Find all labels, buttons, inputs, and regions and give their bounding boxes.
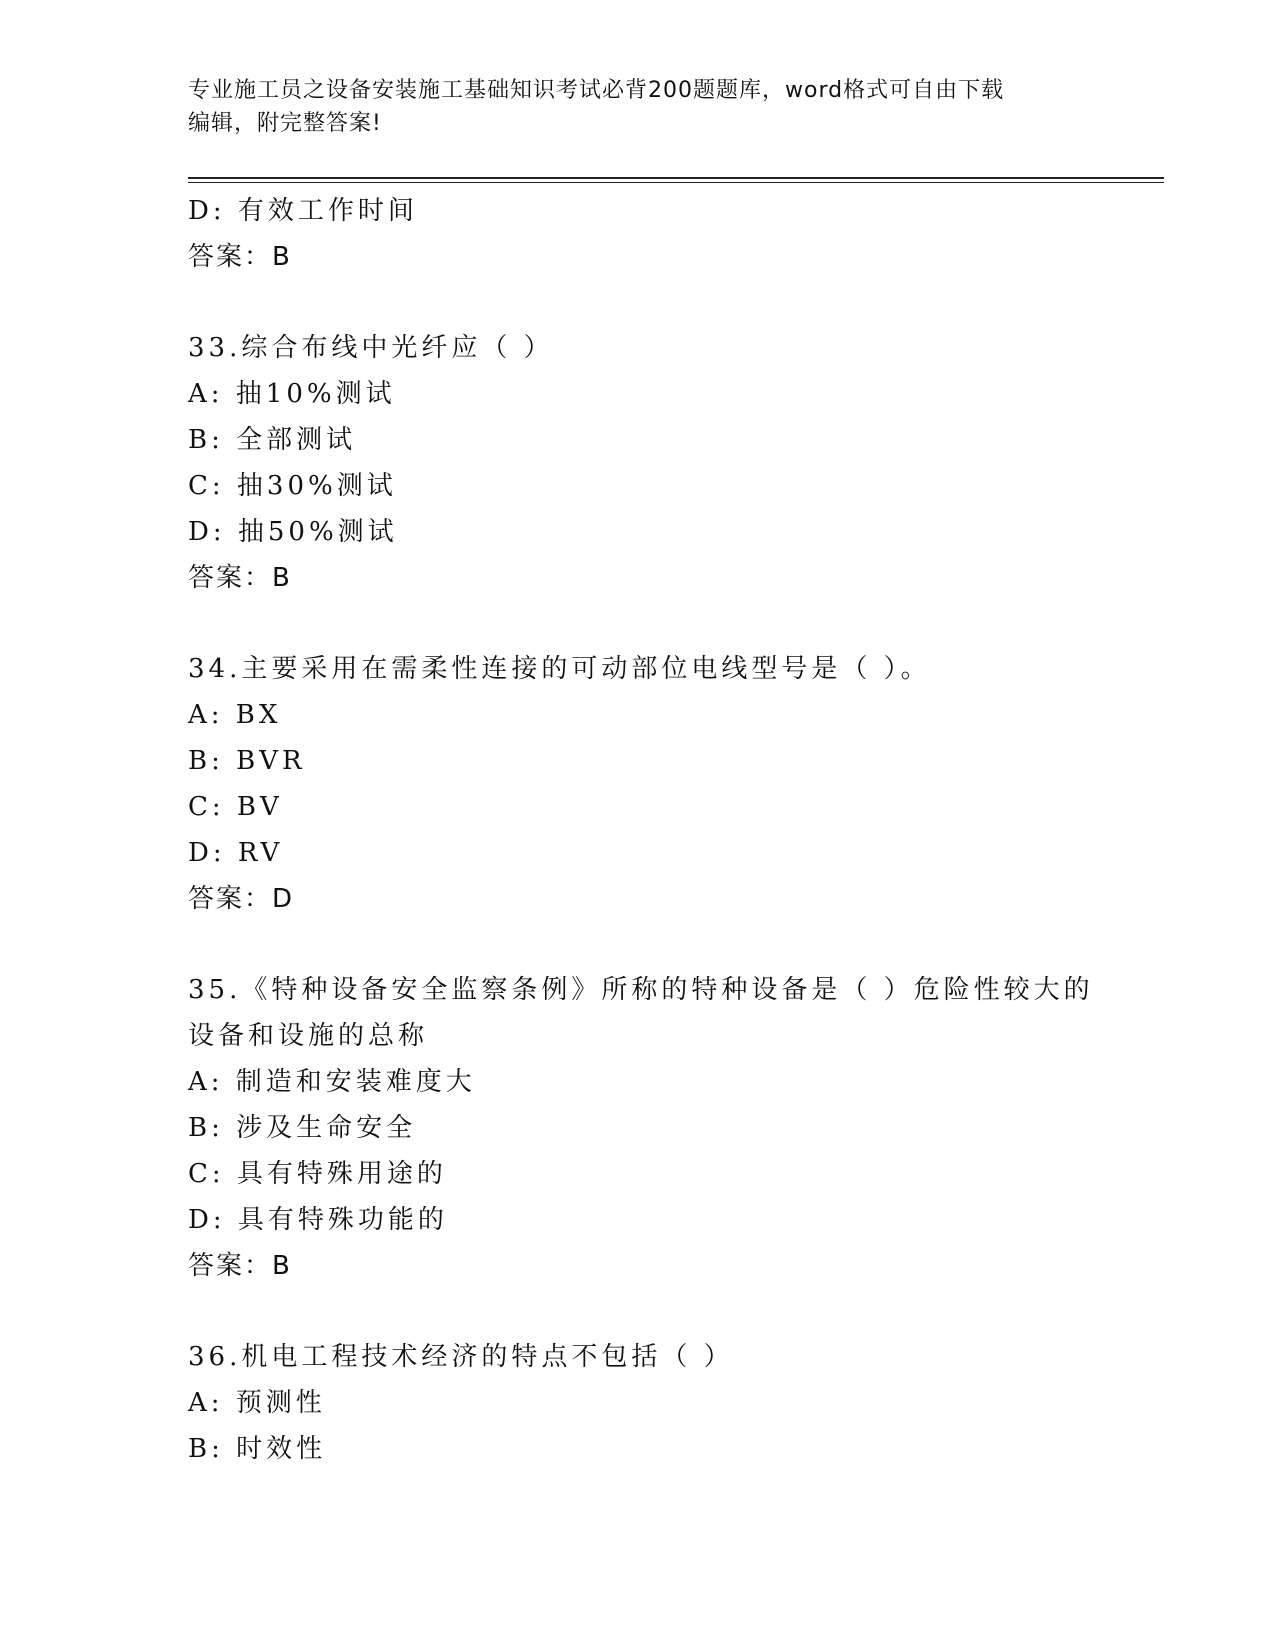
option-b: B: 全部测试 <box>188 425 357 455</box>
answer-line: 答案：B <box>188 242 292 272</box>
option-d: D: RV <box>188 838 284 868</box>
option-c: C: 具有特殊用途的 <box>188 1159 447 1189</box>
question-block-34 <box>188 646 1088 922</box>
option-b: B: BVR <box>188 746 306 776</box>
question-block-partial <box>188 188 1088 280</box>
header-divider-thick <box>188 177 1164 179</box>
answer-line: 答案：D <box>188 884 295 914</box>
answer-line: 答案：B <box>188 1251 292 1281</box>
question-stem: 36.机电工程技术经济的特点不包括（ ） <box>188 1342 734 1372</box>
option-d: D: 有效工作时间 <box>188 196 418 226</box>
question-block-35 <box>188 967 1094 1289</box>
question-stem: 34.主要采用在需柔性连接的可动部位电线型号是（ ）。 <box>188 654 931 684</box>
option-d: D: 具有特殊功能的 <box>188 1205 448 1235</box>
option-b: B: 时效性 <box>188 1434 327 1464</box>
option-a: A: 制造和安装难度大 <box>188 1067 476 1097</box>
question-stem-line-1: 35.《特种设备安全监察条例》所称的特种设备是（ ）危险性较大的 <box>188 975 1094 1005</box>
question-block-33 <box>188 325 1088 601</box>
header-title-line-2: 编辑，附完整答案! <box>188 111 382 136</box>
question-stem-line-2: 设备和设施的总称 <box>188 1021 429 1051</box>
question-block-36 <box>188 1334 1088 1472</box>
header-divider-thin <box>188 182 1164 183</box>
option-c: C: 抽30%测试 <box>188 471 397 501</box>
spacer <box>188 601 1088 646</box>
answer-line: 答案：B <box>188 563 292 593</box>
option-d: D: 抽50%测试 <box>188 517 398 547</box>
option-c: C: BV <box>188 792 283 822</box>
document-header <box>188 74 1088 140</box>
header-title-line-1: 专业施工员之设备安装施工基础知识考试必背200题题库，word格式可自由下载 <box>188 78 1005 103</box>
option-a: A: BX <box>188 700 282 730</box>
option-a: A: 预测性 <box>188 1388 326 1418</box>
question-stem: 33.综合布线中光纤应（ ） <box>188 333 554 363</box>
spacer <box>188 1289 1088 1334</box>
option-a: A: 抽10%测试 <box>188 379 396 409</box>
spacer <box>188 280 1088 325</box>
question-list <box>188 188 1094 1472</box>
spacer <box>188 922 1088 967</box>
option-b: B: 涉及生命安全 <box>188 1113 417 1143</box>
